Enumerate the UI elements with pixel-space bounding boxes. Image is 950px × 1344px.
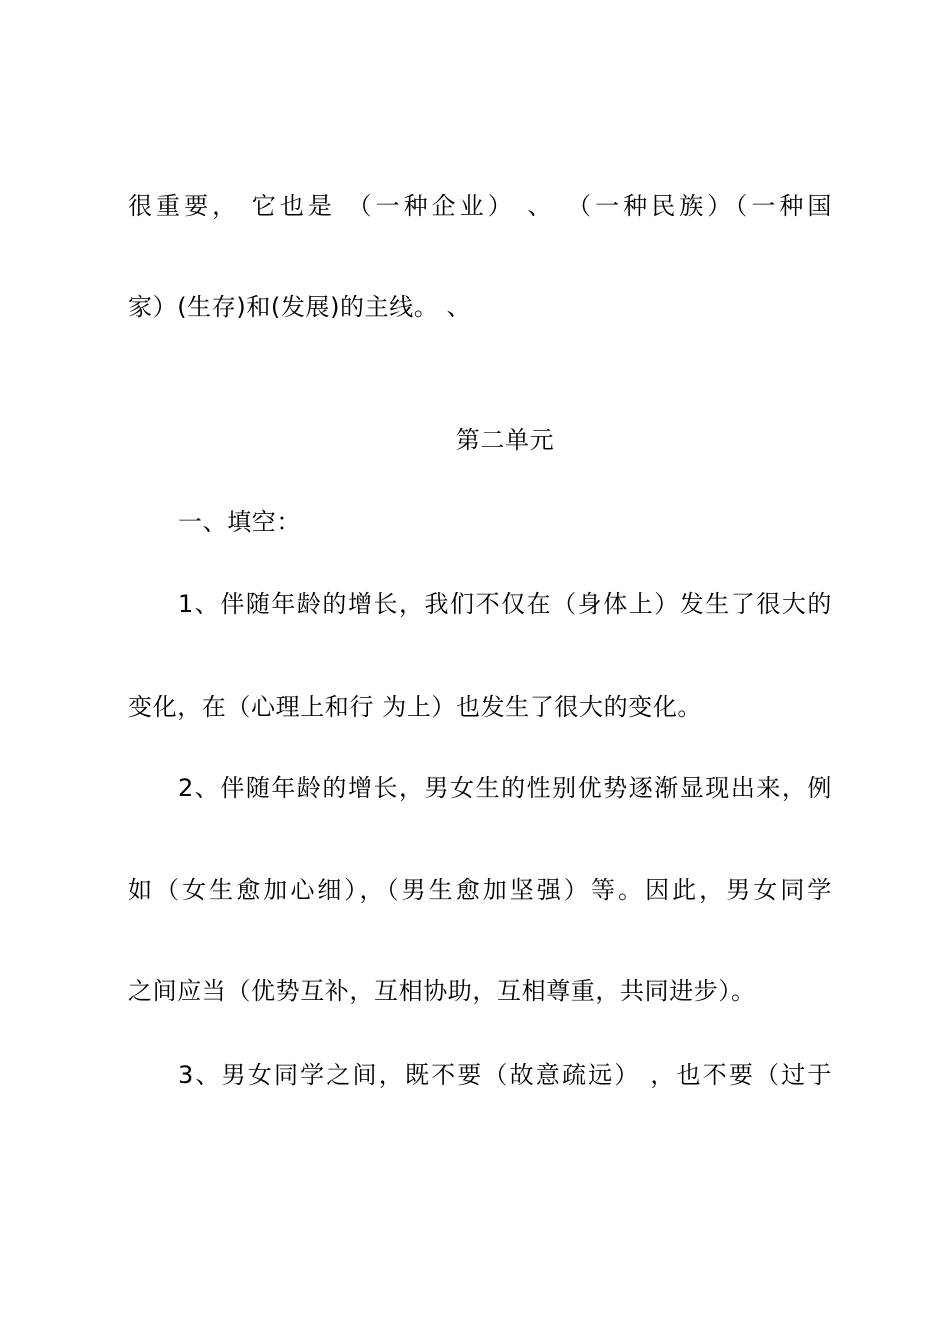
item-1-line-1: 1、伴随年龄的增长，我们不仅在（身体上）发生了很大的 [178, 590, 832, 618]
item-1-line-2: 变化，在（心理上和行 为上）也发生了很大的变化。 [128, 693, 703, 721]
question-heading: 一、填空： [178, 508, 301, 536]
item-2-line-1: 2、伴随年龄的增长，男女生的性别优势逐渐显现出来，例 [178, 774, 832, 802]
paragraph-line-1: 很重要， 它也是 （一种企业） 、 （一种民族）（一种国 [128, 192, 832, 220]
item-3-line-1: 3、男女同学之间，既不要（故意疏远） ，也不要（过于 [178, 1061, 832, 1089]
paragraph-line-2: 家）(生存)和(发展)的主线。 、 [128, 293, 472, 321]
section-title: 第二单元 [455, 426, 555, 454]
item-2-line-2: 如（女生愈加心细），（男生愈加坚强）等。因此，男女同学 [128, 876, 832, 904]
item-2-line-3: 之间应当（优势互补，互相协助，互相尊重，共同进步）。 [128, 977, 756, 1005]
